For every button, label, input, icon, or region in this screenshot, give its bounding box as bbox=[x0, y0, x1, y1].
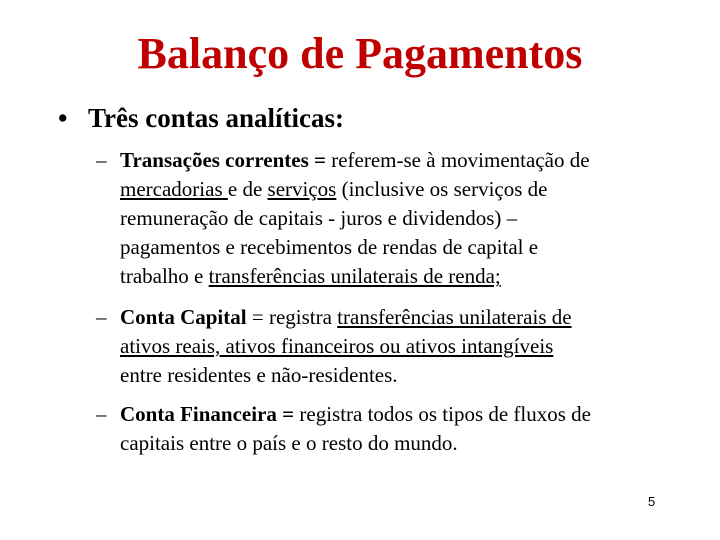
underlined-text: transferências unilaterais de bbox=[337, 305, 572, 329]
bullet-text: Três contas analíticas: bbox=[88, 103, 344, 133]
term-label: Conta Capital bbox=[120, 305, 247, 329]
underlined-text: serviços bbox=[267, 177, 337, 201]
text-line bbox=[96, 146, 676, 175]
text-line: capitais entre o país e o resto do mundo. bbox=[120, 431, 458, 455]
underlined-text: mercadorias bbox=[120, 177, 228, 201]
slide-title: Balanço de Pagamentos bbox=[137, 29, 583, 78]
text-line: entre residentes e não-residentes. bbox=[120, 363, 398, 387]
text-line: remuneração de capitais - juros e dividendos) – bbox=[120, 206, 518, 230]
page-number: 5 bbox=[648, 494, 656, 509]
text-line bbox=[96, 400, 676, 429]
sub-item-conta-capital bbox=[96, 303, 676, 390]
term-label: Transações correntes = bbox=[120, 148, 326, 172]
text-span: = registra bbox=[246, 305, 338, 329]
text-span: (inclusive os serviços de bbox=[336, 177, 548, 201]
main-bullet bbox=[58, 98, 344, 138]
text-line bbox=[96, 332, 676, 361]
text-line bbox=[96, 175, 676, 204]
sub-item-conta-financeira bbox=[96, 400, 676, 458]
sub-item-transacoes-correntes bbox=[96, 146, 676, 291]
text-span: registra todos os tipos de fluxos de bbox=[294, 402, 592, 426]
bullet-marker: • bbox=[58, 103, 68, 133]
dash-marker: – bbox=[96, 305, 107, 329]
underlined-text: ativos reais, ativos financeiros ou ativos intangíveis bbox=[120, 334, 554, 358]
text-span: e de bbox=[227, 177, 268, 201]
text-line bbox=[96, 303, 676, 332]
text-span: referem-se à movimentação de bbox=[325, 148, 590, 172]
underlined-text: transferências unilaterais de renda; bbox=[208, 264, 501, 288]
dash-marker: – bbox=[96, 148, 107, 172]
term-label: Conta Financeira = bbox=[120, 402, 295, 426]
text-line bbox=[96, 262, 676, 291]
text-span: trabalho e bbox=[120, 264, 209, 288]
dash-marker: – bbox=[96, 402, 107, 426]
text-line: pagamentos e recebimentos de rendas de capital e bbox=[120, 235, 539, 259]
